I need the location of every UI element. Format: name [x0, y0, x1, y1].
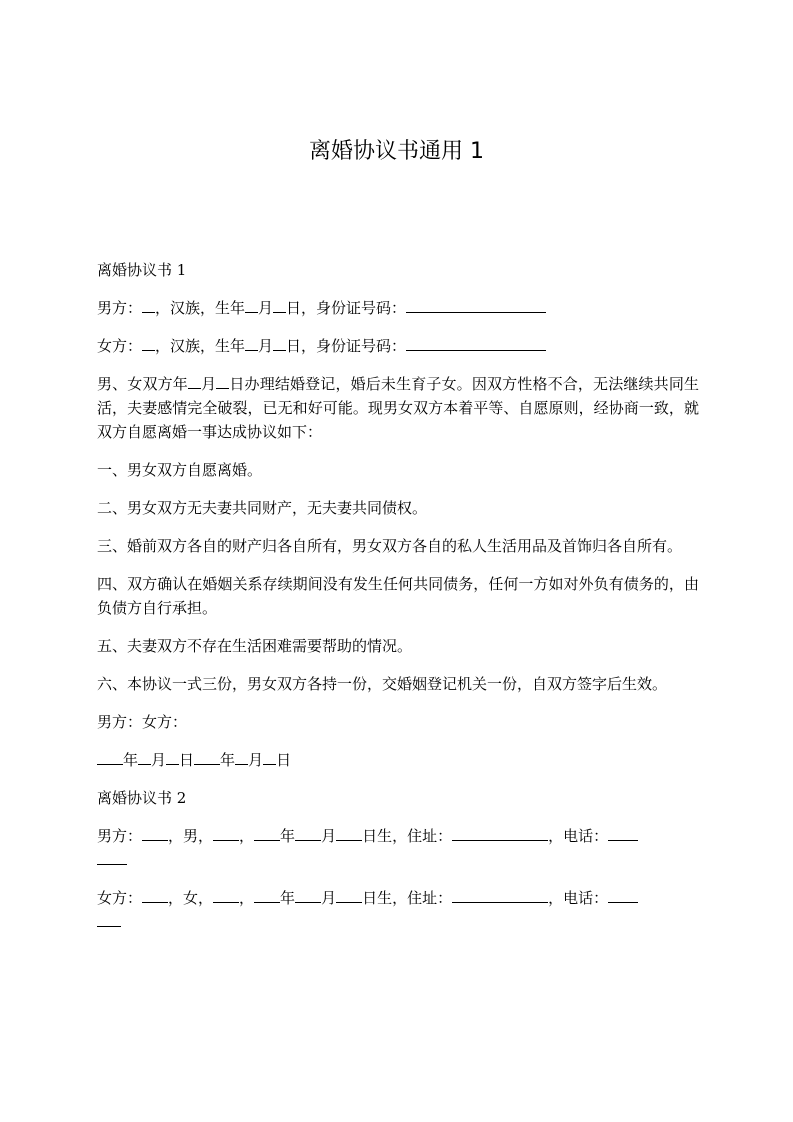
blank-field — [608, 824, 638, 841]
blank-field — [194, 748, 220, 765]
clause-4: 四、双方确认在婚姻关系存续期间没有发生任何共同债务，任何一方如对外负有债务的，由负债方自行承担。 — [97, 575, 699, 617]
blank-field — [166, 748, 179, 765]
blank-field — [245, 334, 258, 351]
blank-field — [406, 296, 546, 313]
blank-field — [235, 748, 248, 765]
blank-field — [213, 824, 239, 841]
blank-field — [142, 824, 168, 841]
clause-3: 三、婚前双方各自的财产归各自所有，男女双方各自的私人生活用品及首饰归各自所有。 — [97, 537, 683, 555]
intro-paragraph: 男、女双方年 月 日办理结婚登记，婚后未生育子女。因双方性格不合，无法继续共同生活，夫妻感情完全破裂，已无和好可能。现男女双方本着平等、自愿原则，经协商一致，就双方自愿离婚一事达成协议如下： — [97, 372, 699, 444]
blank-field — [138, 748, 151, 765]
female-info-line: 女方： ，汉族，生年 月 日，身份证号码： — [97, 334, 699, 358]
blank-field — [608, 886, 638, 903]
blank-field — [188, 372, 201, 389]
blank-field — [452, 886, 548, 903]
blank-field — [97, 910, 121, 927]
clause-1: 一、男女双方自愿离婚。 — [97, 461, 263, 479]
section-heading: 离婚协议书 1 — [97, 261, 187, 279]
blank-field — [254, 824, 280, 841]
blank-field — [142, 334, 155, 351]
blank-field — [452, 824, 548, 841]
clause-2: 二、男女双方无夫妻共同财产，无夫妻共同债权。 — [97, 499, 428, 517]
blank-field — [336, 886, 362, 903]
male-info-line: 男方： ，汉族，生年 月 日，身份证号码： — [97, 296, 699, 320]
blank-field — [273, 296, 286, 313]
blank-field — [142, 886, 168, 903]
blank-field — [216, 372, 229, 389]
blank-field — [142, 296, 155, 313]
signature-line: 男方：女方： — [97, 713, 188, 731]
female-party-line: 女方： ，女， ， 年 月 日生，住址： ，电话： — [97, 886, 699, 934]
clause-5: 五、夫妻双方不存在生活困难需要帮助的情况。 — [97, 637, 413, 655]
blank-field — [213, 886, 239, 903]
blank-field — [295, 886, 321, 903]
document-title: 离婚协议书通用 1 — [309, 139, 484, 164]
blank-field — [97, 748, 123, 765]
male-party-line: 男方： ，男， ， 年 月 日生，住址： ，电话： — [97, 824, 699, 872]
blank-field — [406, 334, 546, 351]
section-heading: 离婚协议书 2 — [97, 789, 187, 807]
blank-field — [273, 334, 286, 351]
blank-field — [263, 748, 276, 765]
date-line: 年 月 日 年 月 日 — [97, 748, 699, 772]
clause-6: 六、本协议一式三份，男女双方各持一份，交婚姻登记机关一份，自双方签字后生效。 — [97, 675, 668, 693]
blank-field — [295, 824, 321, 841]
blank-field — [336, 824, 362, 841]
blank-field — [97, 848, 127, 865]
blank-field — [254, 886, 280, 903]
document-body — [97, 258, 699, 948]
blank-field — [245, 296, 258, 313]
